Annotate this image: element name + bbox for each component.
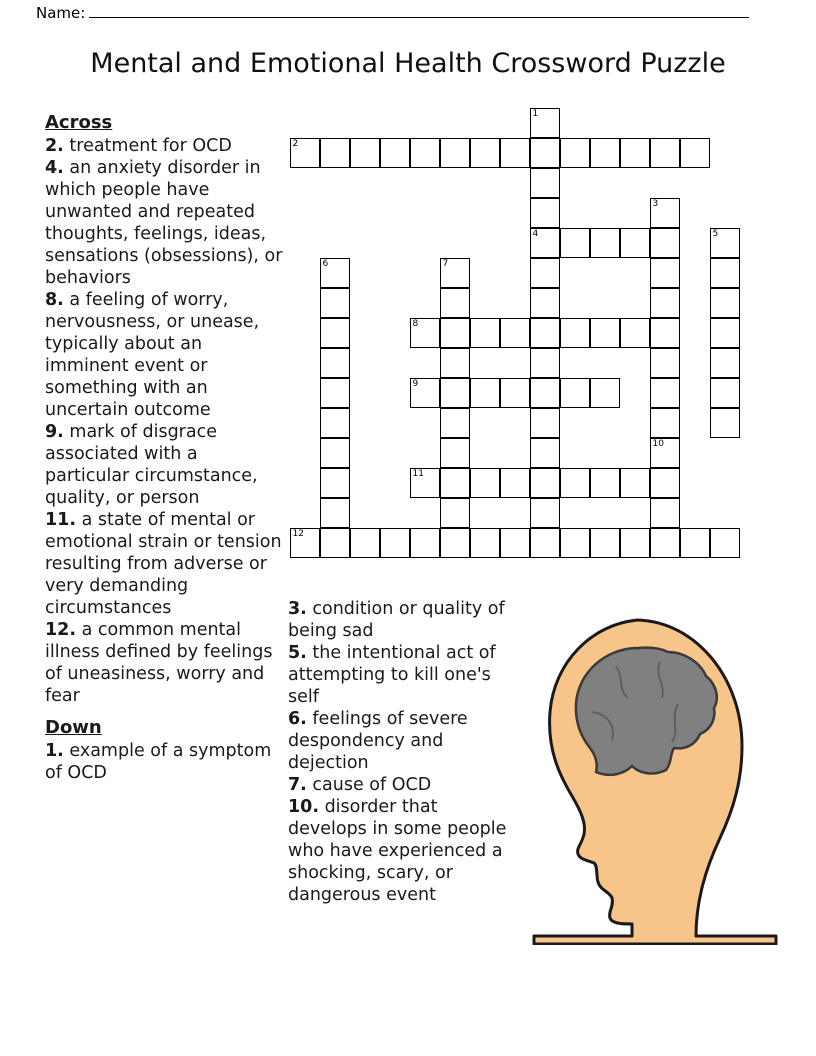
grid-cell[interactable] xyxy=(290,138,320,168)
grid-cell[interactable] xyxy=(560,378,590,408)
down-heading: Down xyxy=(45,717,102,738)
grid-cell[interactable] xyxy=(440,438,470,468)
grid-cell[interactable] xyxy=(320,348,350,378)
grid-cell[interactable] xyxy=(440,288,470,318)
grid-cell[interactable] xyxy=(440,138,470,168)
grid-cell[interactable] xyxy=(620,468,650,498)
clue-number: 7. xyxy=(288,775,307,795)
grid-cell-number: 6 xyxy=(322,259,329,269)
grid-cell[interactable] xyxy=(710,408,740,438)
clue-down-6 xyxy=(288,708,518,774)
clue-text: a state of mental or emotional strain or tension resulting from adverse or very demanding circumstances xyxy=(45,510,282,618)
grid-cell[interactable] xyxy=(530,528,560,558)
clue-number: 5. xyxy=(288,643,307,663)
grid-cell[interactable] xyxy=(650,288,680,318)
grid-cell-number: 2 xyxy=(292,139,299,149)
grid-cell[interactable] xyxy=(530,108,560,138)
grid-cell[interactable] xyxy=(440,378,470,408)
grid-cell[interactable] xyxy=(530,228,560,258)
grid-cell[interactable] xyxy=(320,498,350,528)
page-title: Mental and Emotional Health Crossword Puzzle xyxy=(90,48,726,79)
clue-text: cause of OCD xyxy=(306,775,432,795)
clue-down-5 xyxy=(288,642,518,708)
grid-cell[interactable] xyxy=(410,378,440,408)
name-input-rule[interactable] xyxy=(89,5,749,18)
grid-cell[interactable] xyxy=(680,528,710,558)
grid-cell[interactable] xyxy=(320,258,350,288)
clue-text: the intentional act of attempting to kill one's self xyxy=(288,643,496,707)
grid-cell[interactable] xyxy=(590,378,620,408)
clue-number: 2. xyxy=(45,136,64,156)
grid-cell[interactable] xyxy=(620,318,650,348)
grid-cell[interactable] xyxy=(650,468,680,498)
grid-cell[interactable] xyxy=(710,528,740,558)
grid-cell[interactable] xyxy=(650,528,680,558)
grid-cell[interactable] xyxy=(470,318,500,348)
grid-cell[interactable] xyxy=(650,378,680,408)
grid-cell[interactable] xyxy=(530,438,560,468)
crossword-grid[interactable] xyxy=(290,108,770,588)
clue-across-8 xyxy=(45,289,285,421)
grid-cell[interactable] xyxy=(440,528,470,558)
clue-across-2 xyxy=(45,135,285,157)
grid-cell[interactable] xyxy=(650,318,680,348)
grid-cell[interactable] xyxy=(500,528,530,558)
grid-cell[interactable] xyxy=(530,318,560,348)
grid-cell[interactable] xyxy=(350,528,380,558)
grid-cell[interactable] xyxy=(410,468,440,498)
grid-cell-number: 11 xyxy=(412,469,424,479)
grid-cell-number: 5 xyxy=(712,229,719,239)
grid-cell[interactable] xyxy=(620,138,650,168)
clue-down-3 xyxy=(288,598,518,642)
grid-cell[interactable] xyxy=(560,528,590,558)
grid-cell[interactable] xyxy=(650,198,680,228)
grid-cell[interactable] xyxy=(620,228,650,258)
clue-down-1 xyxy=(45,740,285,784)
grid-cell[interactable] xyxy=(440,408,470,438)
clue-text: treatment for OCD xyxy=(63,136,232,156)
grid-cell[interactable] xyxy=(710,258,740,288)
grid-cell[interactable] xyxy=(320,528,350,558)
grid-cell[interactable] xyxy=(620,528,650,558)
grid-cell[interactable] xyxy=(560,318,590,348)
grid-cell[interactable] xyxy=(410,528,440,558)
grid-cell[interactable] xyxy=(650,348,680,378)
grid-cell[interactable] xyxy=(320,318,350,348)
grid-cell[interactable] xyxy=(350,138,380,168)
grid-cell-number: 4 xyxy=(532,229,539,239)
clue-text: example of a symptom of OCD xyxy=(45,741,272,783)
clue-number: 3. xyxy=(288,599,307,619)
grid-cell[interactable] xyxy=(440,318,470,348)
grid-cell-number: 3 xyxy=(652,199,659,209)
grid-cell[interactable] xyxy=(470,468,500,498)
grid-cell-number: 9 xyxy=(412,379,419,389)
grid-cell[interactable] xyxy=(650,408,680,438)
grid-cell[interactable] xyxy=(290,528,320,558)
clue-text: a feeling of worry, nervousness, or unease, typically about an imminent event or something with an uncertain outcome xyxy=(45,290,260,420)
clue-number: 10. xyxy=(288,797,320,817)
grid-cell[interactable] xyxy=(380,138,410,168)
clue-across-9 xyxy=(45,421,285,509)
grid-cell[interactable] xyxy=(530,468,560,498)
grid-cell[interactable] xyxy=(320,438,350,468)
grid-cell[interactable] xyxy=(470,378,500,408)
grid-cell[interactable] xyxy=(500,138,530,168)
grid-cell[interactable] xyxy=(710,228,740,258)
grid-cell[interactable] xyxy=(590,228,620,258)
clue-number: 1. xyxy=(45,741,64,761)
clue-number: 9. xyxy=(45,422,64,442)
clue-text: feelings of severe despondency and dejection xyxy=(288,709,468,773)
grid-cell[interactable] xyxy=(470,138,500,168)
grid-cell-number: 7 xyxy=(442,259,449,269)
grid-cell[interactable] xyxy=(530,408,560,438)
grid-cell[interactable] xyxy=(530,498,560,528)
grid-cell[interactable] xyxy=(320,288,350,318)
grid-cell[interactable] xyxy=(650,228,680,258)
clue-number: 4. xyxy=(45,158,64,178)
grid-cell-number: 12 xyxy=(292,529,304,539)
grid-cell[interactable] xyxy=(440,348,470,378)
clue-down-10 xyxy=(288,796,518,906)
clue-text: condition or quality of being sad xyxy=(288,599,505,641)
clue-across-11 xyxy=(45,509,285,619)
grid-cell[interactable] xyxy=(500,318,530,348)
grid-cell[interactable] xyxy=(530,198,560,228)
grid-cell[interactable] xyxy=(710,378,740,408)
grid-cell[interactable] xyxy=(320,468,350,498)
grid-cell[interactable] xyxy=(320,408,350,438)
across-heading: Across xyxy=(45,112,113,133)
clue-text: mark of disgrace associated with a particular circumstance, quality, or person xyxy=(45,422,258,508)
clue-down-7 xyxy=(288,774,518,796)
grid-cell[interactable] xyxy=(410,318,440,348)
grid-cell[interactable] xyxy=(710,348,740,378)
grid-cell[interactable] xyxy=(500,468,530,498)
grid-cell[interactable] xyxy=(650,138,680,168)
name-label: Name: xyxy=(36,4,86,22)
grid-cell[interactable] xyxy=(320,378,350,408)
grid-cell[interactable] xyxy=(560,228,590,258)
grid-cell[interactable] xyxy=(530,348,560,378)
grid-cell[interactable] xyxy=(590,318,620,348)
clues-column-left xyxy=(45,112,285,784)
grid-cell[interactable] xyxy=(710,288,740,318)
grid-cell[interactable] xyxy=(680,138,710,168)
grid-cell-number: 1 xyxy=(532,109,539,119)
clue-across-12 xyxy=(45,619,285,707)
name-line xyxy=(36,4,780,22)
grid-cell[interactable] xyxy=(590,528,620,558)
grid-cell[interactable] xyxy=(650,498,680,528)
grid-cell[interactable] xyxy=(530,258,560,288)
clue-number: 8. xyxy=(45,290,64,310)
grid-cell[interactable] xyxy=(560,468,590,498)
spacer xyxy=(45,707,285,717)
grid-cell[interactable] xyxy=(320,138,350,168)
clue-across-4 xyxy=(45,157,285,289)
grid-cell[interactable] xyxy=(650,258,680,288)
grid-cell[interactable] xyxy=(530,138,560,168)
grid-cell[interactable] xyxy=(440,468,470,498)
grid-cell[interactable] xyxy=(470,528,500,558)
clue-number: 12. xyxy=(45,620,77,640)
grid-cell[interactable] xyxy=(590,138,620,168)
grid-cell-number: 8 xyxy=(412,319,419,329)
clue-number: 11. xyxy=(45,510,77,530)
grid-cell[interactable] xyxy=(500,378,530,408)
clue-number: 6. xyxy=(288,709,307,729)
clue-text: an anxiety disorder in which people have unwanted and repeated thoughts, feelings, ideas, sensations (obsessions), or behaviors xyxy=(45,158,283,288)
head-brain-illustration xyxy=(520,600,790,945)
grid-cell[interactable] xyxy=(650,438,680,468)
clue-text: disorder that develops in some people who have experienced a shocking, scary, or dangerous event xyxy=(288,797,507,905)
grid-cell[interactable] xyxy=(560,138,590,168)
grid-cell[interactable] xyxy=(410,138,440,168)
grid-cell[interactable] xyxy=(590,468,620,498)
grid-cell[interactable] xyxy=(530,168,560,198)
grid-cell[interactable] xyxy=(440,498,470,528)
grid-cell[interactable] xyxy=(710,318,740,348)
grid-cell[interactable] xyxy=(380,528,410,558)
grid-cell[interactable] xyxy=(440,258,470,288)
clue-text: a common mental illness defined by feelings of uneasiness, worry and fear xyxy=(45,620,273,706)
clues-column-middle xyxy=(288,598,518,906)
grid-cell-number: 10 xyxy=(652,439,664,449)
grid-cell[interactable] xyxy=(530,378,560,408)
grid-cell[interactable] xyxy=(530,288,560,318)
